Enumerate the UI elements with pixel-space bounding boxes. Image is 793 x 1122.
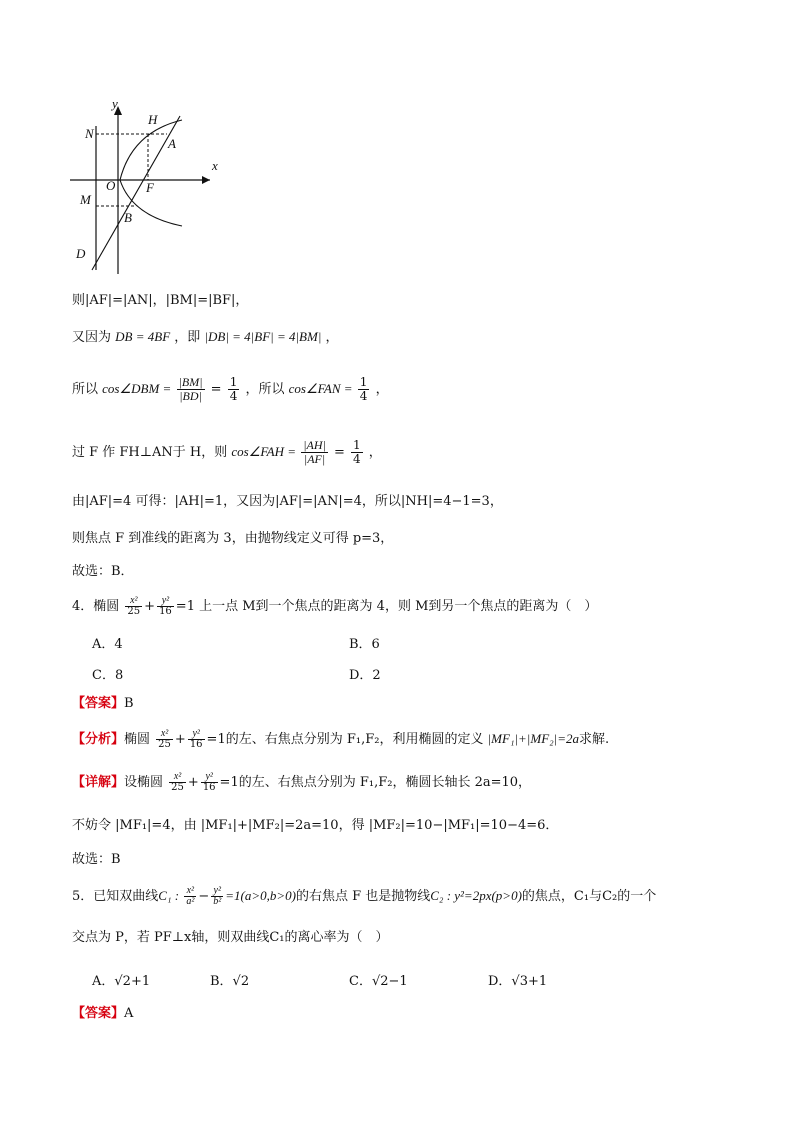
- q4-detail: 【详解】设椭圆 $\frac{\text{x²}}{25}$ + $\frac{\text{y²}}{16}$ =1的左、右焦点分别为 F₁,F₂，椭圆长轴长 2a=10，: [72, 771, 532, 793]
- cos-dbm: cos∠DBM =: [102, 381, 175, 396]
- question-5-stem-2: 交点为 P，若 PF⊥x轴，则双曲线C₁的离心率为（ ）: [72, 930, 389, 945]
- question-5-stem: 5．已知双曲线C₁ : $\frac{\text{x²}}{\text{a²}}$ − $\frac{\text{y²}}{\text{b²}}$ =1(a>0,b>0)的右焦点 F 也是抛物线C₂ : y²=2px(p>0)的焦点，C₁与C₂的一个: [72, 885, 657, 907]
- answer-tag: 【答案】: [72, 1006, 125, 1021]
- fraction-ah-af: $\frac{|AH|}{|AF|}$: [303, 438, 326, 466]
- fraction-x2-25: $\frac{\text{x²}}{25}$: [127, 595, 141, 617]
- text: 又因为: [72, 330, 112, 345]
- q4-option-b: B．6: [349, 637, 380, 652]
- cos-fah: cos∠FAH =: [231, 444, 300, 459]
- label-B: B: [124, 210, 132, 225]
- q5-answer: 【答案】A: [72, 1006, 134, 1021]
- parabola-figure: [70, 98, 220, 278]
- fraction-one-quarter: $\frac{1}{4}$: [229, 375, 238, 403]
- solution-line-3: 所以 cos∠DBM = $\frac{|BM|}{|BD|}$ = $\frac{1}{4}$ ，所以 cos∠FAN = $\frac{1}{4}$ ，: [72, 375, 389, 403]
- q4-answer: 【答案】B: [72, 696, 134, 711]
- label-H: H: [148, 112, 158, 127]
- label-O: O: [106, 178, 116, 193]
- q4-analysis: 【分析】椭圆 $\frac{\text{x²}}{25}$ + $\frac{\text{y²}}{16}$ =1的左、右焦点分别为 F₁,F₂，利用椭圆的定义 |MF₁|+|MF₂|=2a求解.: [72, 728, 610, 750]
- label-y: y: [112, 98, 118, 111]
- fraction-bm-bd: $\frac{|BM|}{|BD|}$: [178, 375, 203, 403]
- label-F: F: [146, 180, 154, 195]
- solution-line-2: 又因为 DB = 4BF ，即 |DB| = 4|BF| = 4|BM| ，: [72, 329, 339, 345]
- text: ，即: [174, 330, 201, 345]
- text: ，所以: [245, 382, 285, 397]
- vector-equation: DB = 4BF: [115, 329, 171, 344]
- solution-line-4: 过 F 作 FH⊥AN于 H，则 cos∠FAH = $\frac{|AH|}{|AF|}$ = $\frac{1}{4}$ ，: [72, 438, 382, 466]
- fraction-y2-16: $\frac{\text{y²}}{16}$: [159, 595, 172, 617]
- q4-option-d: D．2: [349, 668, 381, 683]
- solution-line-7: 故选：B．: [72, 564, 134, 579]
- q5-option-d: D．√3+1: [488, 974, 548, 989]
- q5-option-c: C．√2−1: [349, 974, 408, 989]
- text: 所以: [72, 382, 99, 397]
- fraction-one-quarter: $\frac{1}{4}$: [353, 438, 361, 466]
- detail-tag: 【详解】: [72, 775, 125, 790]
- cos-fan: cos∠FAN =: [288, 381, 356, 396]
- q4-option-c: C．8: [92, 668, 124, 683]
- q4-option-a: A．4: [92, 637, 123, 652]
- label-M: M: [80, 192, 91, 207]
- question-4-stem: 4．椭圆 $\frac{\text{x²}}{25}$ + $\frac{\text{y²}}{16}$ =1 上一点 M到一个焦点的距离为 4，则 M到另一个焦点的距离为（ ）: [72, 595, 598, 617]
- q4-detail-2: 不妨令 |MF₁|=4，由 |MF₁|+|MF₂|=2a=10，得 |MF₂|=10−|MF₁|=10−4=6．: [72, 818, 559, 833]
- label-N: N: [85, 126, 94, 141]
- solution-line-1: 则|AF|=|AN|，|BM|=|BF|，: [72, 293, 249, 308]
- text: 过 F 作 FH⊥AN于 H，则: [72, 445, 228, 460]
- label-A: A: [168, 136, 176, 151]
- label-x: x: [212, 158, 218, 173]
- answer-tag: 【答案】: [72, 696, 125, 711]
- analysis-tag: 【分析】: [72, 732, 125, 747]
- q5-option-a: A．√2+1: [92, 974, 151, 989]
- fraction-one-quarter: $\frac{1}{4}$: [359, 375, 368, 403]
- q4-conclusion: 故选：B: [72, 852, 121, 867]
- solution-line-5: 由|AF|=4 可得：|AH|=1，又因为|AF|=|AN|=4，所以|NH|=4−1=3，: [72, 494, 503, 509]
- label-D: D: [76, 246, 86, 261]
- norm-equation: |DB| = 4|BF| = 4|BM|: [204, 329, 322, 344]
- q5-option-b: B．√2: [210, 974, 250, 989]
- solution-line-6: 则焦点 F 到准线的距离为 3，由抛物线定义可得 p=3，: [72, 531, 394, 546]
